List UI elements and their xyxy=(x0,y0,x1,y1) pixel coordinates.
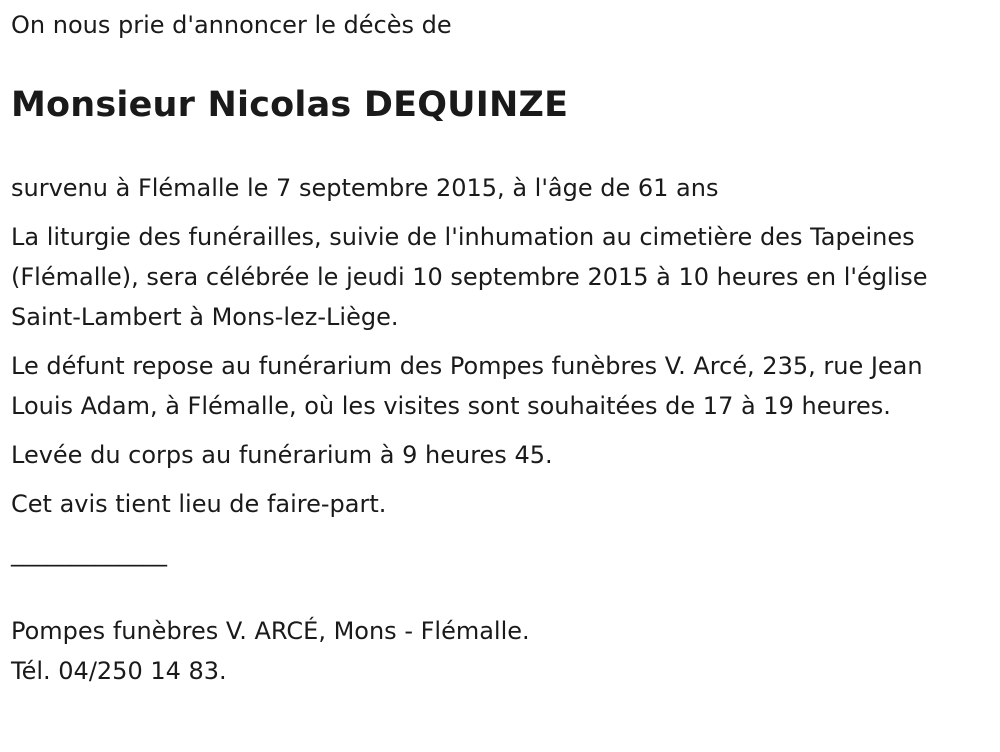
faire-part-line: Cet avis tient lieu de faire-part. xyxy=(11,490,387,518)
liturgy-paragraph: La liturgie des funérailles, suivie de l'inhumation au cimetière des Tapeines (Flémalle), sera célébrée le jeudi 10 septembre 2015 à 10 heures en l'église Saint-Lambert à Mons-lez-Liège. xyxy=(11,223,928,331)
deceased-name: Monsieur Nicolas DEQUINZE xyxy=(11,85,569,125)
funeral-home-line: Pompes funèbres V. ARCÉ, Mons - Flémalle. xyxy=(11,617,530,645)
obituary-notice xyxy=(11,0,986,691)
intro-line: On nous prie d'annoncer le décès de xyxy=(11,11,452,39)
levee-paragraph: Levée du corps au funérarium à 9 heures 45. xyxy=(11,441,553,469)
separator-line: _____________ xyxy=(11,539,167,567)
repose-paragraph: Le défunt repose au funérarium des Pompes funèbres V. Arcé, 235, rue Jean Louis Adam, à Flémalle, où les visites sont souhaitées de 17 à 19 heures. xyxy=(11,352,923,420)
phone-line: Tél. 04/250 14 83. xyxy=(11,657,227,685)
footer xyxy=(11,611,986,691)
death-details: survenu à Flémalle le 7 septembre 2015, à l'âge de 61 ans xyxy=(11,174,719,202)
